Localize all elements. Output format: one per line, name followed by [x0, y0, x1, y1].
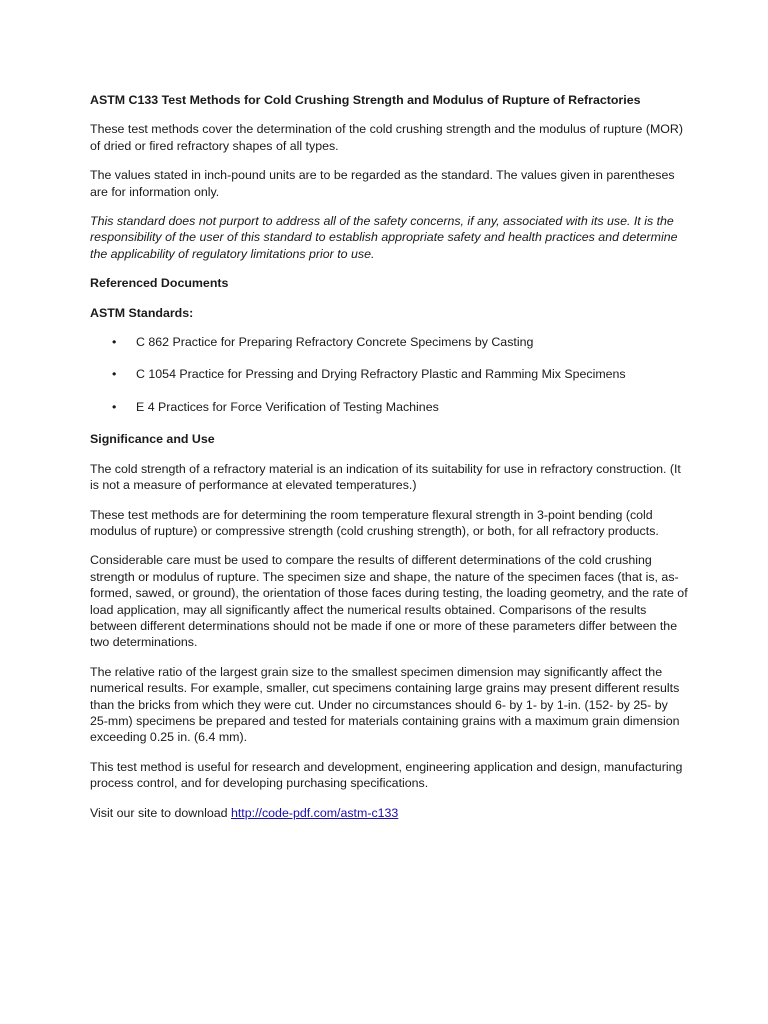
download-link[interactable]: http://code-pdf.com/astm-c133 — [230, 805, 399, 820]
bullet-icon: • — [112, 335, 117, 350]
standards-list — [90, 334, 688, 415]
list-item — [90, 366, 688, 382]
standard-label: C 862 Practice for Preparing Refractory Concrete Specimens by Casting — [136, 335, 534, 350]
safety-note: This standard does not purport to address all of the safety concerns, if any, associated with its use. It is the responsibility of the user of this standard to establish appropriate safety and health practices and determine the applicability of regulatory limitations prior to use. — [90, 214, 678, 261]
astm-standards-heading: ASTM Standards: — [90, 305, 194, 320]
referenced-documents-heading: Referenced Documents — [90, 276, 229, 291]
significance-paragraph: The cold strength of a refractory material is an indication of its suitability for use in refractory construction. (It is not a measure of performance at elevated temperatures.) — [90, 461, 681, 493]
bullet-icon: • — [112, 367, 117, 382]
list-item — [90, 334, 688, 350]
significance-paragraph: Considerable care must be used to compare the results of different determinations of the cold crushing strength or modulus of rupture. The specimen size and shape, the nature of the specimen faces (that is, as-formed, sawed, or ground), the orientation of those faces during testing, the loading geometry, and the rate of load application, may all significantly affect the numerical results obtained. Comparisons of the results between different determinations should not be made if one or more of these parameters differ between the two determinations. — [90, 553, 688, 650]
significance-heading: Significance and Use — [90, 432, 215, 447]
intro-paragraph: The values stated in inch-pound units are to be regarded as the standard. The values given in parentheses are for information only. — [90, 168, 675, 199]
document-title: ASTM C133 Test Methods for Cold Crushing Strength and Modulus of Rupture of Refractories — [90, 93, 641, 107]
significance-paragraph: These test methods are for determining the room temperature flexural strength in 3-point bending (cold modulus of rupture) or compressive strength (cold crushing strength), or both, for all refractory products. — [90, 507, 659, 538]
standard-label: C 1054 Practice for Pressing and Drying Refractory Plastic and Ramming Mix Specimens — [136, 367, 626, 382]
list-item — [90, 399, 688, 415]
significance-paragraph: The relative ratio of the largest grain size to the smallest specimen dimension may significantly affect the numerical results. For example, smaller, cut specimens containing large grains may present different results than the bricks from which they were cut. Under no circumstances should 6- by 1- by 1-in. (152- by 25- by 25-mm) specimens be prepared and tested for materials containing grains with a maximum grain dimension exceeding 0.25 in. (6.4 mm). — [90, 664, 680, 745]
bullet-icon: • — [112, 399, 117, 414]
significance-paragraph: This test method is useful for research and development, engineering application and design, manufacturing process control, and for developing purchasing specifications. — [90, 759, 683, 791]
standard-label: E 4 Practices for Force Verification of Testing Machines — [136, 399, 439, 414]
download-prefix: Visit our site to download — [90, 805, 231, 820]
intro-paragraph: These test methods cover the determination of the cold crushing strength and the modulus of rupture (MOR) of dried or fired refractory shapes of all types. — [90, 122, 683, 153]
download-line — [90, 805, 688, 821]
